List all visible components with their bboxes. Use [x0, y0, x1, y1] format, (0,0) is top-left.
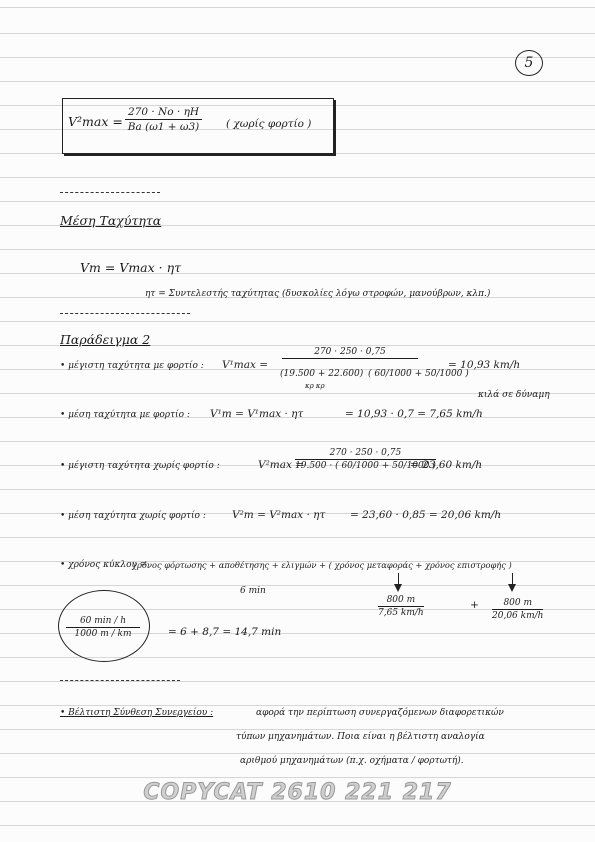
row5-terms: χρόνος φόρτωσης + αποθέτησης + ελιγμών + ( χρόνος μεταφοράς + χρόνος επιστροφής ): [132, 560, 512, 570]
mean-speed-definition: ητ = Συντελεστής ταχύτητας (δυσκολίες λόγω στροφών, μανούβρων, κλπ.): [145, 289, 491, 299]
row5-frac2-den: 20,06 km/h: [492, 611, 544, 621]
circle-fraction: [66, 616, 140, 639]
row5-frac2: [492, 598, 543, 621]
bottom-line2: τύπων μηχανημάτων. Ποια είναι η βέλτιστη αναλογία: [236, 732, 485, 742]
example-heading: Παράδειγμα 2: [60, 332, 151, 347]
arrow-down-icon: [394, 584, 402, 592]
box-formula-denominator: Βa (ω1 + ω3): [127, 121, 200, 133]
separator-dash: [60, 313, 190, 314]
row1-result: = 10,93 km/h: [448, 359, 521, 371]
row1-note: κιλά σε δύναμη: [478, 390, 550, 400]
row4-result: = 23,60 · 0,85 = 20,06 km/h: [350, 509, 502, 521]
mean-speed-heading: Μέση Ταχύτητα: [60, 213, 162, 228]
row1-den-left-sub: κρ κρ: [305, 382, 325, 390]
row3-label: • μέγιστη ταχύτητα χωρίς φορτίο :: [60, 461, 220, 471]
row1-label: • μέγιστη ταχύτητα με φορτίο :: [60, 361, 204, 371]
separator-dash: [60, 680, 180, 681]
row1-den-left: (19.500 + 22.600): [280, 369, 364, 379]
arrow-down-icon: [508, 584, 516, 592]
row5-frac1-den: 7,65 km/h: [378, 608, 424, 618]
row2-formula: V¹m = V¹max · ητ: [210, 408, 304, 420]
row4-label: • μέση ταχύτητα χωρίς φορτίο :: [60, 511, 206, 521]
row3-numerator: 270 · 250 · 0,75: [295, 448, 436, 460]
footer-watermark: COPYCAT 2610 221 217: [143, 780, 452, 805]
row5-under-terms: 6 min: [240, 586, 266, 596]
mean-speed-formula: Vm = Vmax · ητ: [80, 260, 182, 275]
row2-result: = 10,93 · 0,7 = 7,65 km/h: [345, 408, 483, 420]
row5-frac1: [378, 595, 424, 618]
box-formula-note: ( χωρίς φορτίο ): [226, 118, 312, 130]
row5-frac2-num: 800 m: [492, 598, 543, 610]
row3-denominator: 19.500 · ( 60/1000 + 50/1000 ): [295, 461, 436, 471]
box-formula-fraction: [125, 106, 202, 133]
circle-numerator: 60 min / h: [66, 616, 140, 628]
row5-plus: +: [470, 599, 479, 611]
box-formula-lhs: V²max =: [68, 114, 123, 129]
row5-frac1-num: 800 m: [378, 595, 424, 607]
box-formula-numerator: 270 · No · ηΗ: [125, 106, 202, 120]
page-number: 5: [515, 50, 543, 76]
row3-result: = 23,60 km/h: [410, 459, 483, 471]
bottom-lead: [60, 709, 213, 718]
circle-denominator: 1000 m / km: [74, 629, 132, 639]
cycle-total: = 6 + 8,7 = 14,7 min: [168, 626, 282, 638]
row1-numerator: 270 · 250 · 0,75: [282, 348, 418, 359]
row1-den-right: ( 60/1000 + 50/1000 ): [368, 369, 469, 379]
separator-dash: [60, 192, 160, 193]
row5-label: • χρόνος κύκλου =: [60, 560, 148, 570]
row4-formula: V²m = V²max · ητ: [232, 509, 326, 521]
row3-lhs: V²max =: [258, 459, 305, 471]
row2-label: • μέση ταχύτητα με φορτίο :: [60, 410, 190, 420]
bottom-line3: αριθμού μηχανημάτων (π.χ. οχήματα / φορτωτή).: [240, 756, 464, 766]
bottom-lead-text: • Βέλτιστη Σύνθεση Συνεργείου :: [60, 708, 214, 718]
bottom-line1: αφορά την περίπτωση συνεργαζόμενων διαφορετικών: [256, 708, 504, 718]
row1-lhs: V¹max =: [222, 359, 269, 371]
